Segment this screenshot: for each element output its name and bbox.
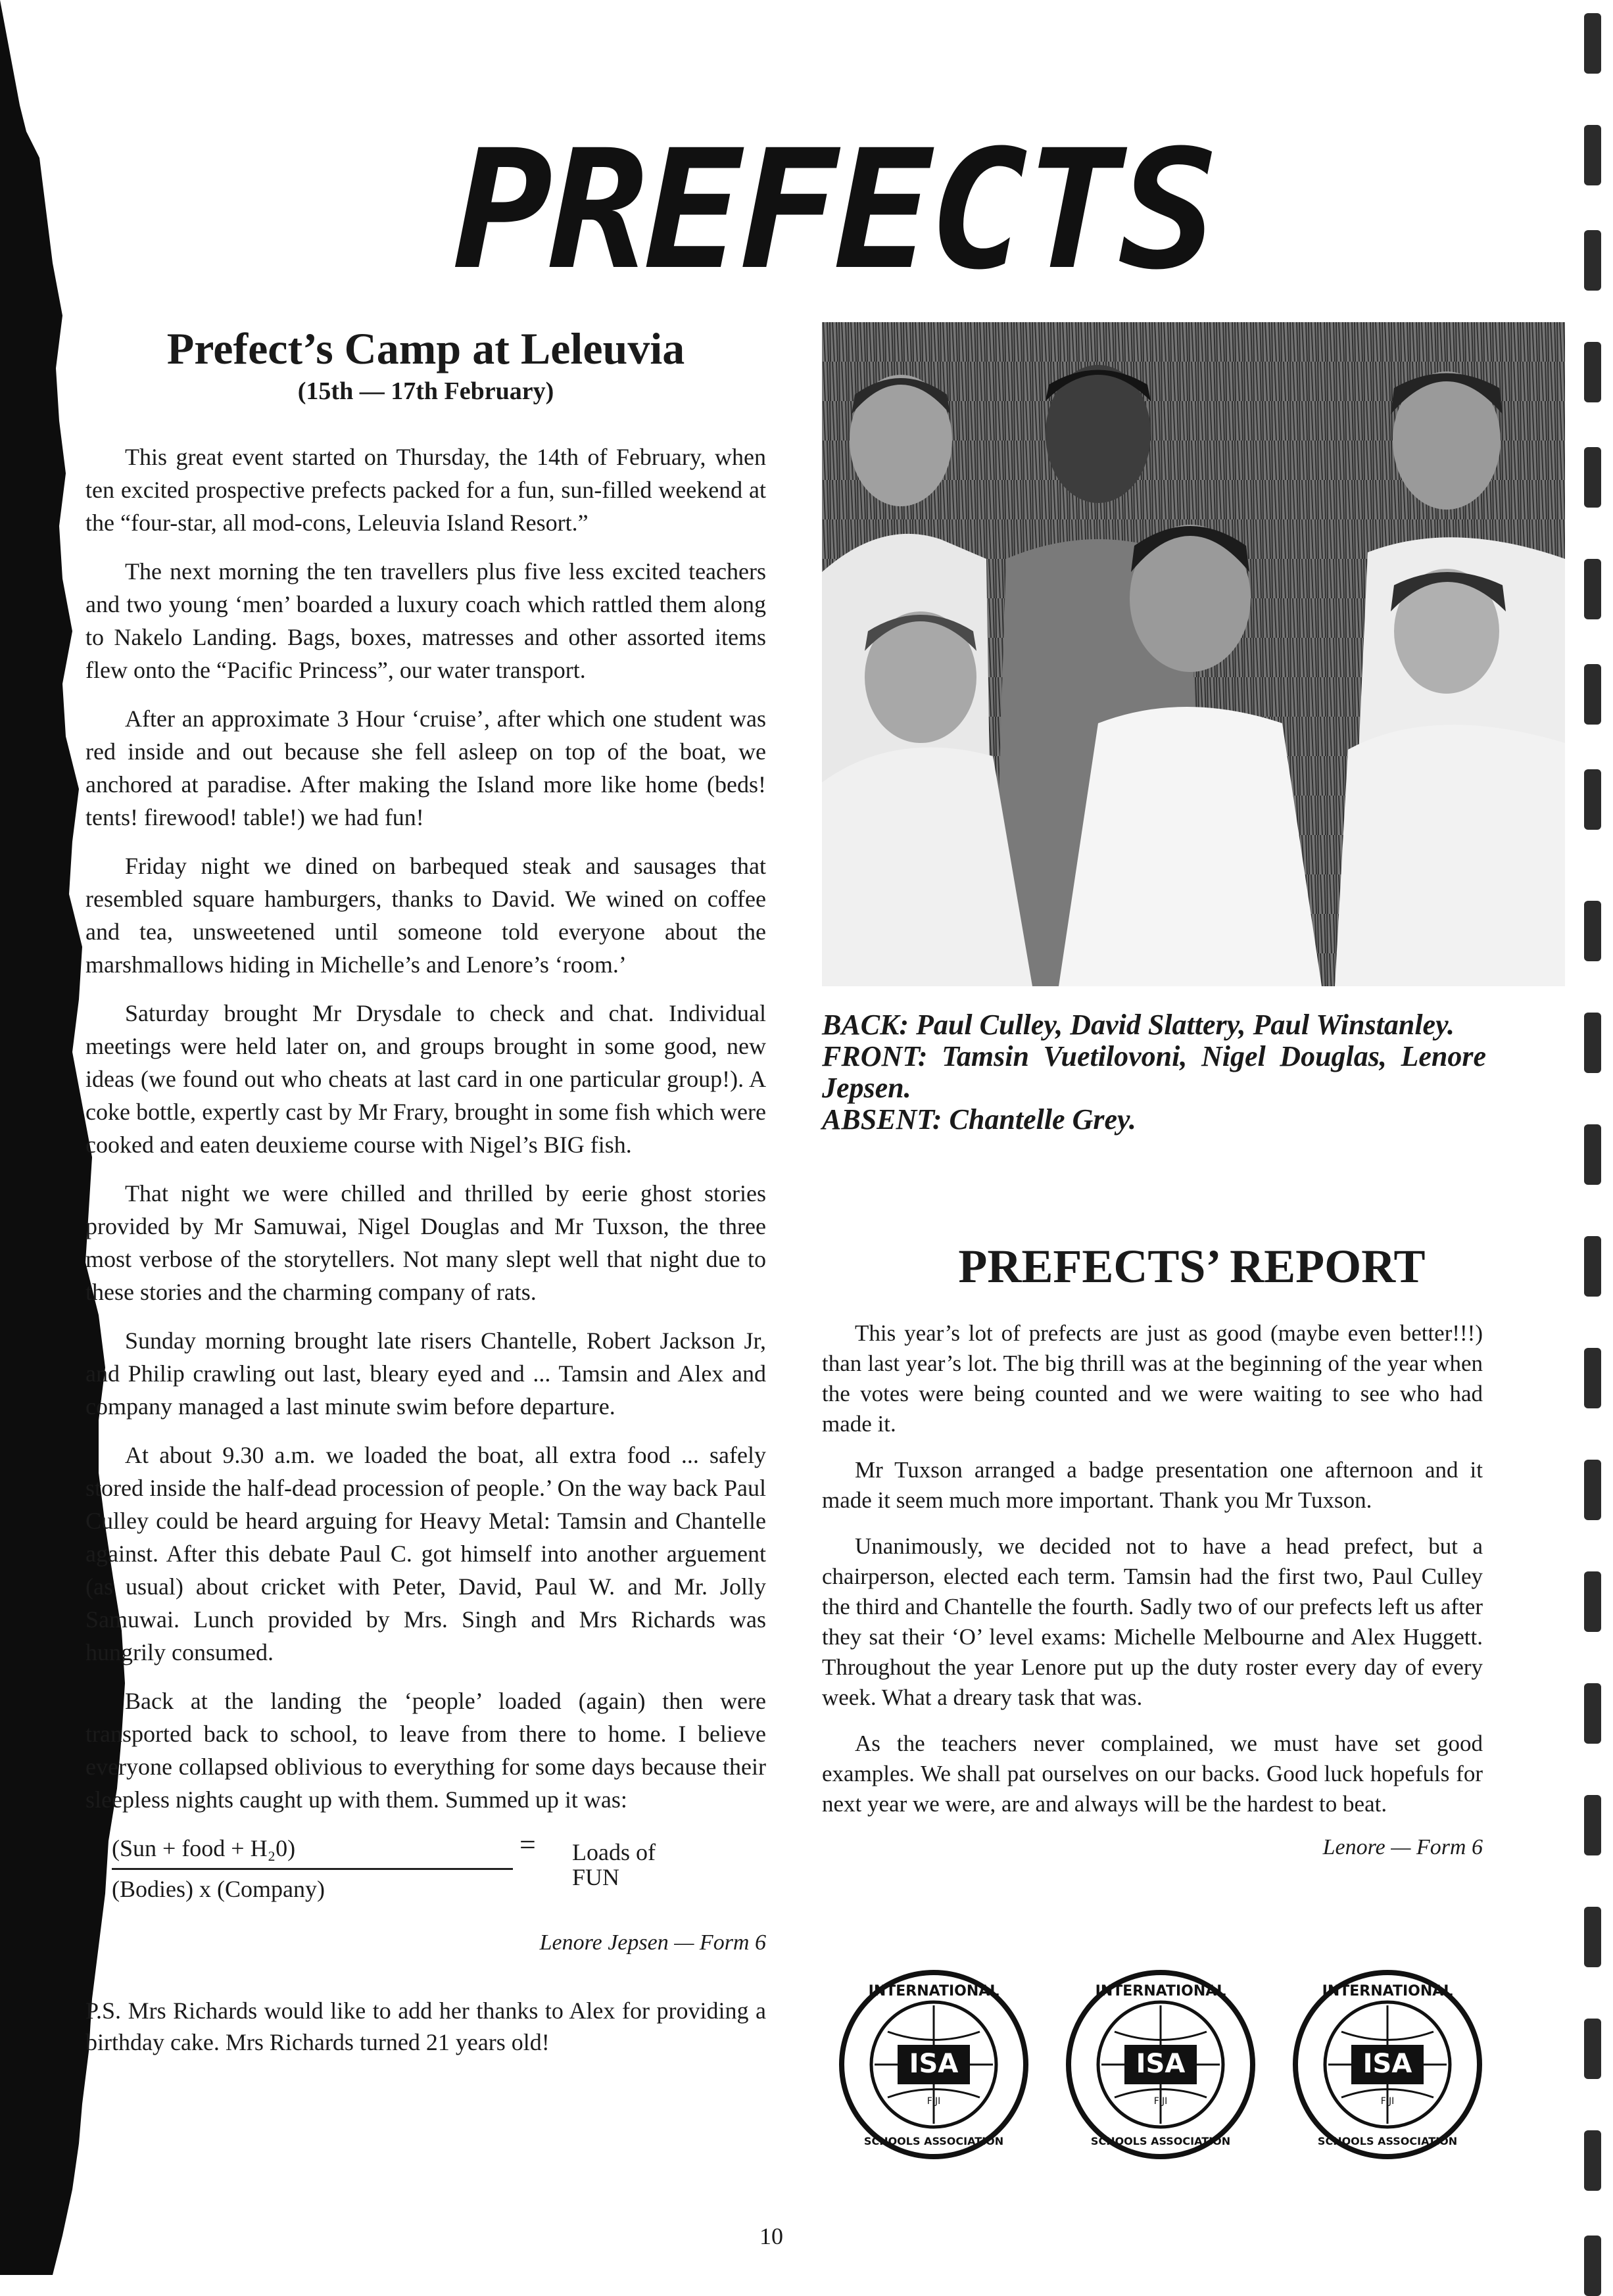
report-signature: Lenore — Form 6 — [1322, 1835, 1483, 1859]
binder-ring — [1584, 1013, 1601, 1073]
article-paragraph: At about 9.30 a.m. we loaded the boat, all extra food ... safely stored inside the half-dead procession of people.’ On the way back Paul Culley could be heard arguing for Heavy Metal: Tamsin and Chantelle against. After this debate Paul C. got himself into another arguement (as usual) about cricket with Peter, David, Paul W. and Mr. Jolly Samuwai. Lunch provided by Mrs. Singh and Mrs Richards was hungrily consumed. — [85, 1442, 766, 1665]
article-subtitle: (15th — 17th February) — [297, 377, 554, 405]
binder-ring — [1584, 664, 1601, 725]
binder-rings — [1574, 0, 1613, 2275]
photo-caption — [822, 1009, 1486, 1136]
logo-bottom-text: SCHOOLS ASSOCIATION — [1090, 2135, 1231, 2147]
article-paragraph: Friday night we dined on barbequed steak and sausages that resembled square hamburgers, thanks to David. We wined on coffee and tea, unsweetened until someone told everyone about the marshmallows hiding in Michelle’s and Lenore’s ‘room.’ — [85, 853, 766, 978]
binder-ring — [1584, 1571, 1601, 1632]
report-paragraph: This year’s lot of prefects are just as good (maybe even better!!!) than last year’s lot. The big thrill was at the beginning of the year when the votes were being counted and we were waiting to see who had made it. — [822, 1320, 1483, 1437]
formula-equals: = — [519, 1829, 536, 1861]
article-paragraph: After an approximate 3 Hour ‘cruise’, after which one student was red inside and out because she fell asleep on top of the boat, we anchored at paradise. After making the Island more like home (beds! tents! firewood! table!) we had fun! — [85, 706, 766, 830]
page-banner: PREFECTS — [454, 114, 1215, 306]
binder-ring — [1584, 447, 1601, 508]
report-paragraph: Unanimously, we decided not to have a head prefect, but a chairperson, elected each term. Tamsin had the first two, Paul Culley the third and Chantelle the fourth. Sadly two of our prefects left us after they sat their ‘O’ level exams: Michelle Melbourne and Alex Huggett. Throughout the year Lenore put up the duty roster every day of every week. What a dreary task that was. — [822, 1533, 1483, 1710]
binder-ring — [1584, 1236, 1601, 1297]
binder-ring — [1584, 1683, 1601, 1744]
article-postscript: P.S. Mrs Richards would like to add her thanks to Alex for providing a birthday cake. Mrs Richards turned 21 years old! — [85, 1997, 766, 2055]
binder-ring — [1584, 901, 1601, 961]
isa-logo — [835, 1966, 1032, 2163]
article-paragraph: Sunday morning brought late risers Chantelle, Robert Jackson Jr, and Philip crawling out last, bleary eyed and ... Tamsin and Alex and company managed a last minute swim before departure. — [85, 1327, 766, 1420]
binder-ring — [1584, 1460, 1601, 1520]
formula-result-line2: FUN — [572, 1864, 620, 1890]
formula-numerator: (Sun + food + H₂0) — [112, 1835, 296, 1861]
logo-small-text: FIJI — [1153, 2096, 1168, 2107]
binder-ring — [1584, 125, 1601, 185]
logo-center-text: ISA — [909, 2049, 959, 2079]
article-paragraph: Back at the landing the ‘people’ loaded (again) then were transported back to school, to leave from there to home. I believe everyone collapsed oblivious to everything for some days because their sleepless nights caught up with them. Summed up it was: — [85, 1688, 766, 1813]
binder-ring — [1584, 559, 1601, 619]
report-paragraph: Mr Tuxson arranged a badge presentation one afternoon and it made it seem much more important. Thank you Mr Tuxson. — [822, 1457, 1483, 1513]
caption-absent: ABSENT: Chantelle Grey. — [822, 1103, 1136, 1136]
binder-ring — [1584, 1348, 1601, 1408]
logo-small-text: FIJI — [927, 2096, 941, 2107]
article-paragraph: The next morning the ten travellers plus five less excited teachers and two young ‘men’ boarded a luxury coach which rattled them along to Nakelo Landing. Bags, boxes, matresses and other assorted items flew onto the “Pacific Princess”, our water transport. — [85, 558, 766, 683]
formula-denominator: (Bodies) x (Company) — [112, 1876, 325, 1902]
binder-ring — [1584, 13, 1601, 74]
camp-article — [85, 322, 766, 2058]
report-title: PREFECTS’ REPORT — [958, 1240, 1426, 1293]
report-paragraph: As the teachers never complained, we must have set good examples. We shall pat ourselves on our backs. Good luck hopefuls for next year we were, are and always will be the hardest to beat. — [822, 1731, 1483, 1817]
logo-center-text: ISA — [1136, 2049, 1186, 2079]
article-signature: Lenore Jepsen — Form 6 — [539, 1930, 766, 1955]
prefects-report — [822, 1318, 1483, 1860]
article-paragraph: Saturday brought Mr Drysdale to check and chat. Individual meetings were held later on, and groups brought in some good, new ideas (we found out who cheats at last card in one particular group!). A coke bottle, expertly cast by Mr Frary, brought in some fish which were cooked and eaten deuxieme course with Nigel’s BIG fish. — [85, 1000, 766, 1158]
binder-ring — [1584, 1124, 1601, 1185]
prefects-group-photo — [822, 322, 1565, 986]
binder-ring — [1584, 230, 1601, 291]
isa-logo — [1062, 1966, 1259, 2163]
binder-ring — [1584, 2019, 1601, 2079]
logo-top-text: INTERNATIONAL — [1322, 1983, 1453, 1999]
article-title: Prefect’s Camp at Leleuvia — [166, 323, 685, 373]
binder-ring — [1584, 1795, 1601, 1855]
caption-back: BACK: Paul Culley, David Slattery, Paul Winstanley. — [822, 1009, 1455, 1041]
binder-ring — [1584, 2130, 1601, 2191]
binder-ring — [1584, 769, 1601, 830]
formula-result-line1: Loads of — [572, 1839, 656, 1865]
fun-formula — [85, 1829, 766, 1911]
logo-center-text: ISA — [1362, 2049, 1412, 2079]
formula-divider — [112, 1868, 513, 1870]
logo-bottom-text: SCHOOLS ASSOCIATION — [863, 2135, 1004, 2147]
logo-small-text: FIJI — [1380, 2096, 1395, 2107]
page-number: 10 — [759, 2223, 783, 2249]
isa-logos — [835, 1966, 1493, 2176]
isa-logo — [1289, 1966, 1486, 2163]
logo-top-text: INTERNATIONAL — [1095, 1983, 1226, 1999]
binder-ring — [1584, 1907, 1601, 1967]
logo-bottom-text: SCHOOLS ASSOCIATION — [1317, 2135, 1458, 2147]
binder-ring — [1584, 342, 1601, 402]
caption-front: FRONT: Tamsin Vuetilovoni, Nigel Douglas, Lenore Jepsen. — [822, 1040, 1486, 1104]
article-paragraph: That night we were chilled and thrilled by eerie ghost stories provided by Mr Samuwai, Nigel Douglas and Mr Tuxson, the three most verbose of the storytellers. Not many slept well that night due to these stories and the charming company of rats. — [85, 1180, 766, 1305]
binder-ring — [1584, 2236, 1601, 2296]
logo-top-text: INTERNATIONAL — [868, 1983, 999, 1999]
article-paragraph: This great event started on Thursday, the 14th of February, when ten excited prospective prefects packed for a fun, sun-filled weekend at the “four-star, all mod-cons, Leleuvia Island Resort.” — [85, 444, 766, 536]
